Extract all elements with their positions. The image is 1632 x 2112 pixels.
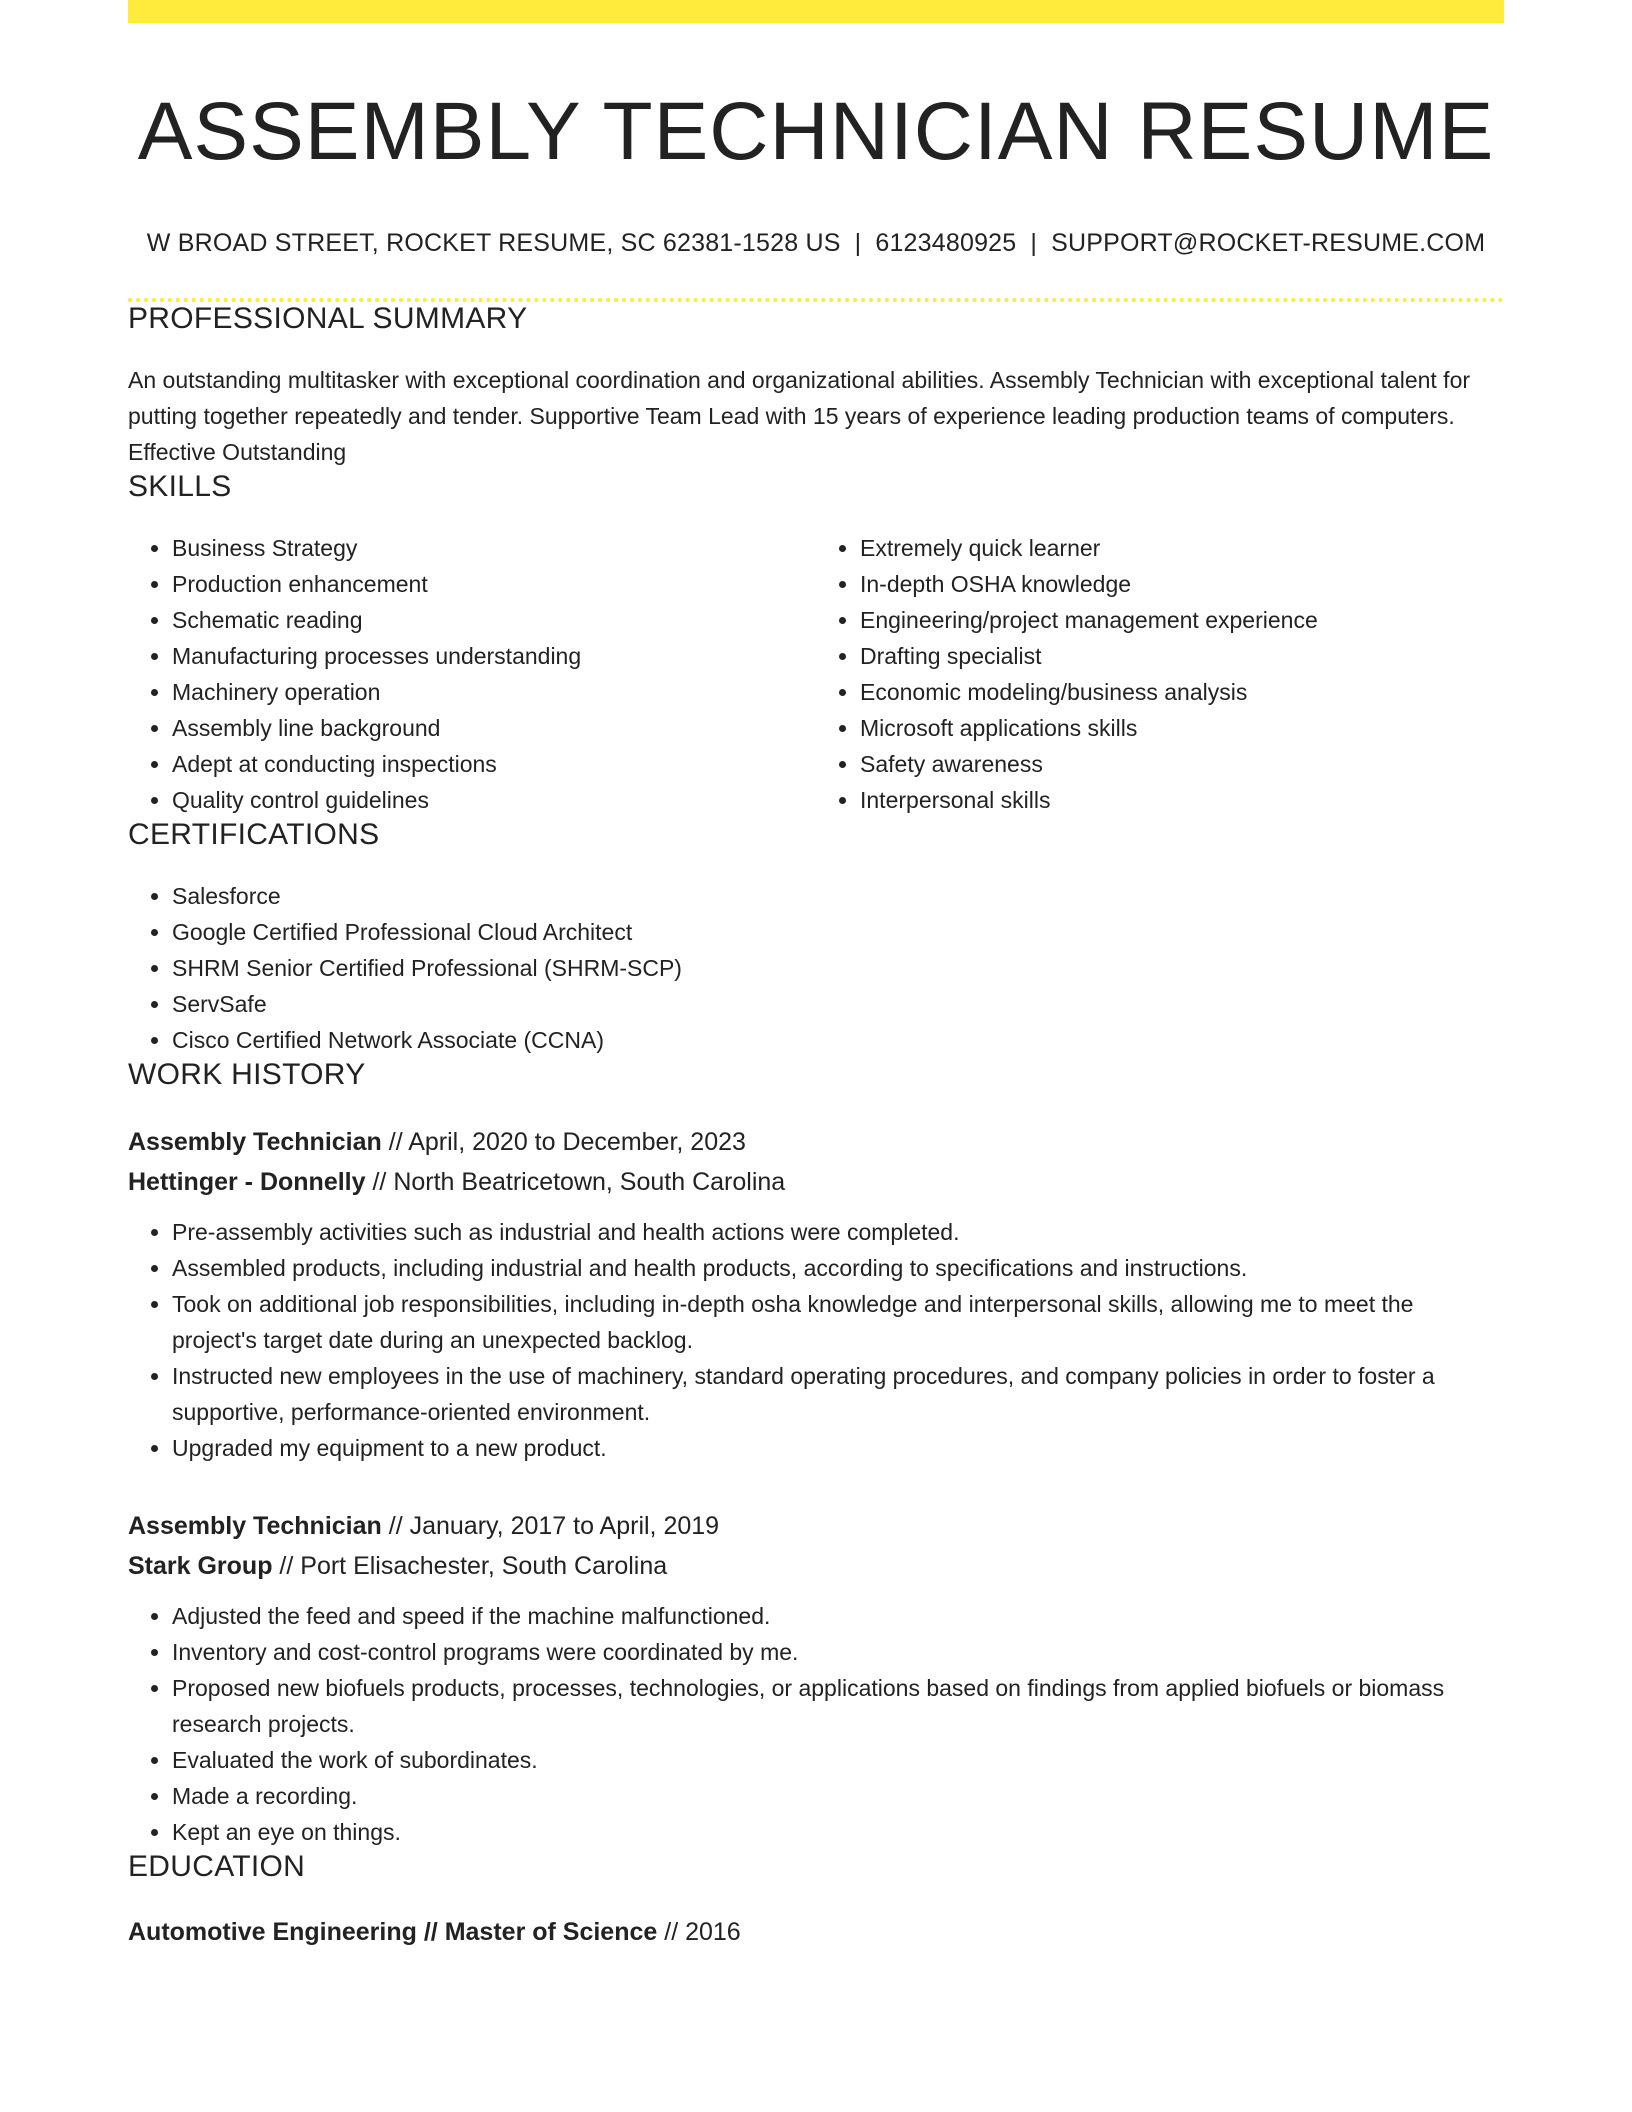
skill-item: • Interpersonal skills bbox=[860, 782, 1504, 818]
skill-item: • Manufacturing processes understanding bbox=[172, 638, 816, 674]
certifications-list bbox=[128, 878, 1504, 1058]
job-title: Assembly Technician bbox=[128, 1512, 382, 1541]
skill-item: • Production enhancement bbox=[172, 566, 816, 602]
job-location: North Beatricetown, South Carolina bbox=[393, 1168, 786, 1197]
job-bullet: • Made a recording. bbox=[172, 1778, 1504, 1814]
certification-item: • SHRM Senior Certified Professional (SHRM-SCP) bbox=[172, 950, 1504, 986]
education-year: 2016 bbox=[685, 1918, 741, 1947]
skill-item: • Economic modeling/business analysis bbox=[860, 674, 1504, 710]
skill-item: • Quality control guidelines bbox=[172, 782, 816, 818]
job-separator: // bbox=[381, 1512, 410, 1541]
job-title-line bbox=[128, 1506, 1504, 1546]
job-bullet: • Instructed new employees in the use of machinery, standard operating procedures, and company policies in order to foster a supportive, performance-oriented environment. bbox=[172, 1358, 1504, 1430]
job-bullet: • Upgraded my equipment to a new product. bbox=[172, 1430, 1504, 1466]
skill-item: • Adept at conducting inspections bbox=[172, 746, 816, 782]
job-bullets bbox=[128, 1598, 1504, 1850]
job-bullet: • Kept an eye on things. bbox=[172, 1814, 1504, 1850]
resume-title: ASSEMBLY TECHNICIAN RESUME bbox=[137, 86, 1495, 177]
certifications-heading: CERTIFICATIONS bbox=[128, 818, 380, 852]
skills-heading: SKILLS bbox=[128, 470, 232, 504]
skill-item: • Drafting specialist bbox=[860, 638, 1504, 674]
job-bullet: • Pre-assembly activities such as industrial and health actions were completed. bbox=[172, 1214, 1504, 1250]
contact-separator: | bbox=[1030, 229, 1038, 258]
skill-item: • Safety awareness bbox=[860, 746, 1504, 782]
job-employer: Stark Group bbox=[128, 1552, 273, 1581]
summary-heading: PROFESSIONAL SUMMARY bbox=[128, 302, 528, 336]
job-bullet: • Took on additional job responsibilities, including in-depth osha knowledge and interpersonal skills, allowing me to meet the project's target date during an unexpected backlog. bbox=[172, 1286, 1504, 1358]
skill-item: • Assembly line background bbox=[172, 710, 816, 746]
job-entry bbox=[128, 1122, 1504, 1466]
contact-line bbox=[128, 229, 1504, 258]
job-bullet: • Inventory and cost-control programs were coordinated by me. bbox=[172, 1634, 1504, 1670]
skill-item: • Schematic reading bbox=[172, 602, 816, 638]
job-bullet: • Proposed new biofuels products, processes, technologies, or applications based on findings from applied biofuels or biomass research projects. bbox=[172, 1670, 1504, 1742]
skill-item: • Microsoft applications skills bbox=[860, 710, 1504, 746]
top-accent-bar bbox=[128, 0, 1504, 23]
job-title: Assembly Technician bbox=[128, 1128, 382, 1157]
skill-item: • Engineering/project management experience bbox=[860, 602, 1504, 638]
summary-text: An outstanding multitasker with exceptional coordination and organizational abilities. Assembly Technician with exceptional talent for putting together repeatedly and tender. Supportive Team Lead with 15 years of experience leading production teams of computers. Effective Outstanding bbox=[128, 367, 1471, 466]
education-degree: Master of Science bbox=[444, 1918, 658, 1947]
education-line bbox=[128, 1912, 1504, 1952]
education-field: Automotive Engineering bbox=[128, 1918, 417, 1947]
work-history-heading: WORK HISTORY bbox=[128, 1058, 366, 1092]
job-title-line bbox=[128, 1122, 1504, 1162]
job-dates: April, 2020 to December, 2023 bbox=[408, 1128, 746, 1157]
education-heading: EDUCATION bbox=[128, 1850, 306, 1884]
certification-item: • Google Certified Professional Cloud Architect bbox=[172, 914, 1504, 950]
job-separator: // bbox=[365, 1168, 394, 1197]
education-separator: // bbox=[657, 1918, 686, 1947]
job-location: Port Elisachester, South Carolina bbox=[300, 1552, 668, 1581]
certification-item: • Cisco Certified Network Associate (CCNA) bbox=[172, 1022, 1504, 1058]
job-employer: Hettinger - Donnelly bbox=[128, 1168, 366, 1197]
email: SUPPORT@ROCKET-RESUME.COM bbox=[1051, 229, 1486, 258]
education-separator: // bbox=[416, 1918, 445, 1947]
job-dates: January, 2017 to April, 2019 bbox=[409, 1512, 720, 1541]
skill-item: • Business Strategy bbox=[172, 530, 816, 566]
job-separator: // bbox=[272, 1552, 301, 1581]
job-employer-line bbox=[128, 1162, 1504, 1202]
job-bullets bbox=[128, 1214, 1504, 1466]
skills-columns bbox=[128, 530, 1504, 818]
skill-item: • In-depth OSHA knowledge bbox=[860, 566, 1504, 602]
job-entry bbox=[128, 1506, 1504, 1850]
contact-separator: | bbox=[854, 229, 862, 258]
skill-item: • Machinery operation bbox=[172, 674, 816, 710]
skill-item: • Extremely quick learner bbox=[860, 530, 1504, 566]
address: W BROAD STREET, ROCKET RESUME, SC 62381-1528 US bbox=[146, 229, 841, 258]
job-separator: // bbox=[381, 1128, 409, 1157]
job-bullet: • Adjusted the feed and speed if the machine malfunctioned. bbox=[172, 1598, 1504, 1634]
job-employer-line bbox=[128, 1546, 1504, 1586]
skills-list-left bbox=[128, 530, 816, 818]
certification-item: • ServSafe bbox=[172, 986, 1504, 1022]
skills-list-right bbox=[816, 530, 1504, 818]
phone: 6123480925 bbox=[875, 229, 1017, 258]
resume-page bbox=[128, 0, 1504, 1952]
job-bullet: • Evaluated the work of subordinates. bbox=[172, 1742, 1504, 1778]
certification-item: • Salesforce bbox=[172, 878, 1504, 914]
job-bullet: • Assembled products, including industrial and health products, according to specifications and instructions. bbox=[172, 1250, 1504, 1286]
